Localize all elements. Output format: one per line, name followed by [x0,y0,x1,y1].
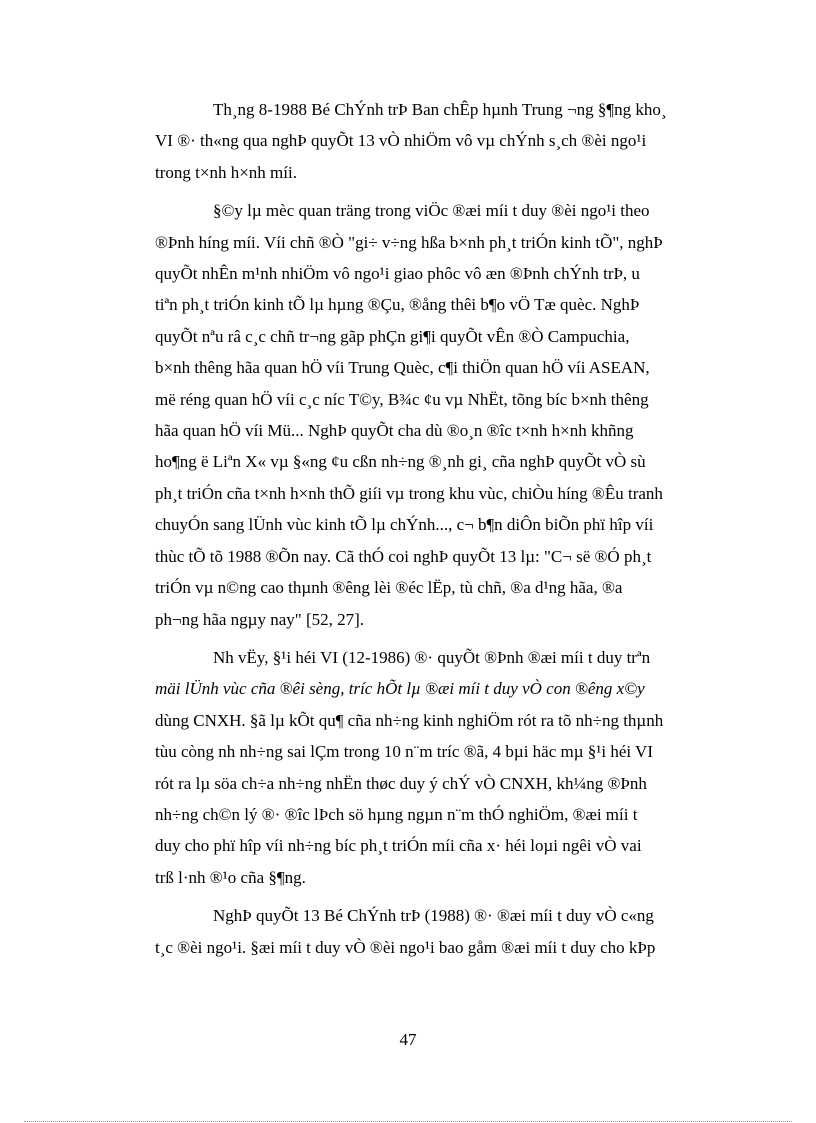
text-line: Nh vËy, §¹i héi VI (12-1986) ®· quyÕt ®Þnh ®æi míi t duy trªn [213,647,651,667]
text-line: quyÕt nhÊn m¹nh nhiÖm vô ngo¹i giao phôc vô æn ®Þnh chÝnh trÞ, u [155,264,640,284]
text-line: ph¬ng hãa ngµy nay" [52, 27]. [155,609,365,629]
text-line: ®Þnh híng míi. Víi chñ ®Ò "gi÷ v÷ng hßa b×nh ph¸t triÓn kinh tÕ", nghÞ [155,232,663,252]
page-number: 47 [399,1030,417,1049]
text-line: Th¸ng 8-1988 Bé ChÝnh trÞ Ban chÊp hµnh Trung ¬ng §¶ng kho¸ [213,100,667,119]
paragraph-4 [155,900,740,963]
text-line: më réng quan hÖ víi c¸c níc T©y, B¾c ¢u vµ NhËt, tõng bíc b×nh thêng [155,389,649,409]
text-line: hãa quan hÖ víi Mü... NghÞ quyÕt cha dù ®o¸n ®îc t×nh h×nh khñng [155,421,634,441]
text-line: trong t×nh h×nh míi. [155,162,297,182]
text-line: quyÕt nªu râ c¸c chñ tr¬ng gãp phÇn gi¶i quyÕt vÊn ®Ò Campuchia, [155,326,630,346]
text-line: triÓn vµ n©ng cao thµnh ®êng lèi ®éc lËp, tù chñ, ®a d¹ng hãa, ®a [155,578,623,598]
text-line: §©y lµ mèc quan träng trong viÖc ®æi míi t duy ®èi ngo¹i theo [213,201,650,221]
document-body [155,94,740,970]
text-line: duy cho phï hîp víi nh÷ng bíc ph¸t triÓn míi cña x· héi loµi ngêi vÒ vai [155,836,642,856]
text-line: mäi lÜnh vùc cña ®êi sèng, tríc hÕt lµ ®æi míi t duy vÒ con ®êng x©y [155,679,645,699]
text-line: ph¸t triÓn cña t×nh h×nh thÕ giíi vµ trong khu vùc, chiÒu híng ®Êu tranh [155,483,663,503]
text-line: tiªn ph¸t triÓn kinh tÕ lµ hµng ®Çu, ®ång thêi b¶o vÖ Tæ quèc. NghÞ [155,295,640,315]
text-line: dùng CNXH. §ã lµ kÕt qu¶ cña nh÷ng kinh nghiÖm rót ra tõ nh÷ng thµnh [155,710,664,730]
text-line: nh÷ng ch©n lý ®· ®îc lÞch sö hµng ngµn n¨m thÓ nghiÖm, ®æi míi t [155,804,638,824]
text-line: trß l·nh ®¹o cña §¶ng. [155,867,306,887]
text-line: chuyÓn sang lÜnh vùc kinh tÕ lµ chÝnh..., c¬ b¶n diÔn biÕn phï hîp víi [155,515,654,535]
text-line: t¸c ®èi ngo¹i. §æi míi t duy vÒ ®èi ngo¹i bao gåm ®æi míi t duy cho kÞp [155,937,656,957]
text-line: rót ra lµ söa ch÷a nh÷ng nhËn thøc duy ý chÝ vÒ CNXH, kh¼ng ®Þnh [155,773,647,793]
paragraph-1 [155,94,740,188]
text-line: NghÞ quyÕt 13 Bé ChÝnh trÞ (1988) ®· ®æi míi t duy vÒ c«ng [213,906,654,926]
text-line: thùc tÕ tõ 1988 ®Õn nay. Cã thÓ coi nghÞ quyÕt 13 lµ: "C¬ së ®Ó ph¸t [155,546,652,566]
text-line: tùu còng nh nh÷ng sai lÇm trong 10 n¨m tríc ®ã, 4 bµi häc mµ §¹i héi VI [155,742,653,762]
paragraph-3 [155,642,740,893]
text-line: b×nh thêng hãa quan hÖ víi Trung Quèc, c¶i thiÖn quan hÖ víi ASEAN, [155,358,650,378]
page-bottom-border [24,1121,792,1122]
paragraph-2 [155,195,740,635]
text-line: ho¶ng ë Liªn X« vµ §«ng ¢u cßn nh÷ng ®¸nh gi¸ cña nghÞ quyÕt vÒ sù [155,452,646,472]
text-line: VI ®· th«ng qua nghÞ quyÕt 13 vÒ nhiÖm vô vµ chÝnh s¸ch ®èi ngo¹i [155,131,647,151]
